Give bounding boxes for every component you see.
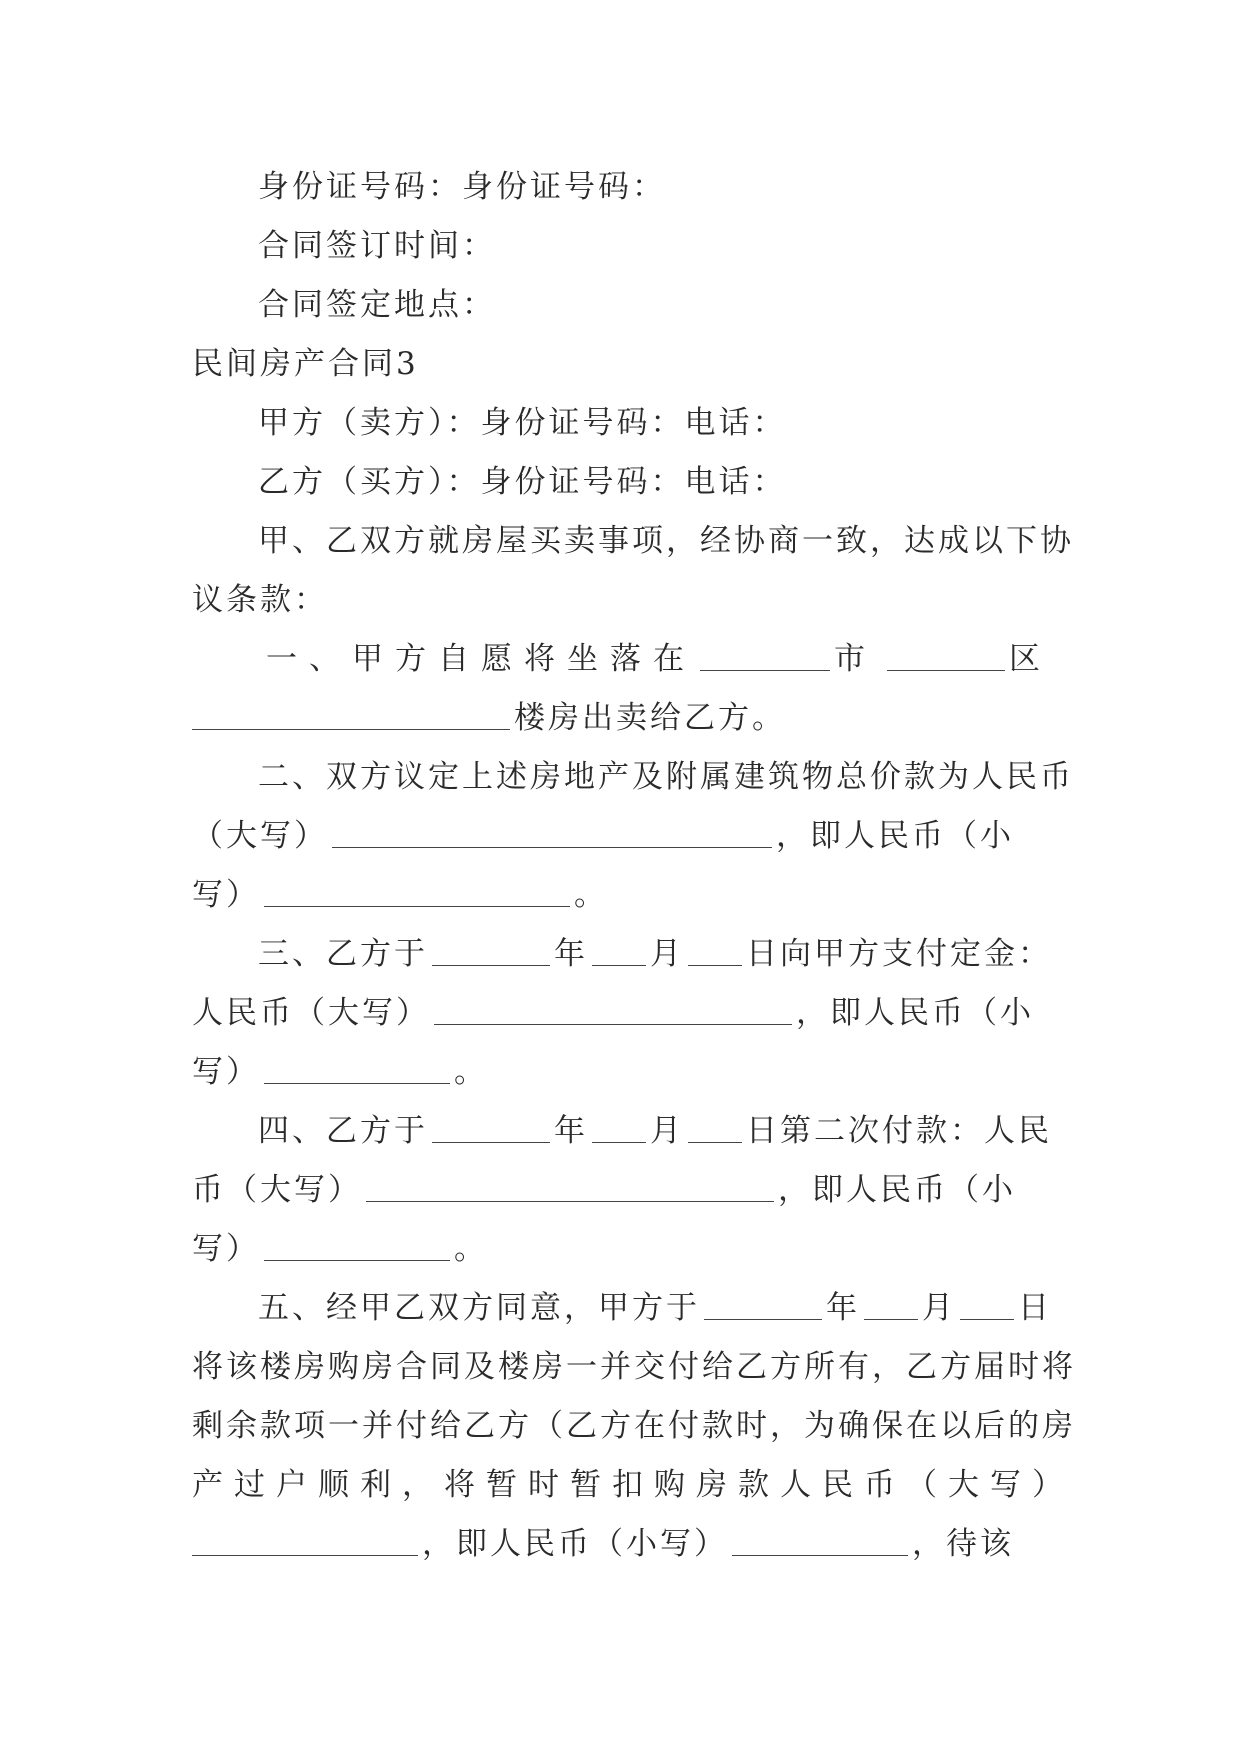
clause-2-text-e: 。: [574, 877, 608, 913]
clause-4-text-b: 年: [554, 1113, 588, 1149]
blank-total-uppercase: [332, 817, 772, 848]
blank-handover-year: [704, 1289, 822, 1320]
clause-4-text-d: 日第二次付款：人民: [746, 1113, 1052, 1149]
clause-3-text-f: ，即人民币（小: [796, 995, 1034, 1031]
clause-3-line-2: [192, 984, 1052, 1043]
blank-city: [700, 640, 830, 671]
clause-5-line-4: [192, 1456, 1074, 1515]
clause-4-text-g: 写）: [192, 1231, 260, 1267]
clause-3-text-h: 。: [454, 1054, 488, 1090]
blank-district: [887, 640, 1005, 671]
text-id-numbers: 身份证号码：身份证号码：: [258, 169, 666, 205]
line-sign-time: [192, 217, 1052, 276]
clause-2-line-2: [192, 807, 1052, 866]
clause-1-text-d: 楼房出卖给乙方。: [514, 700, 786, 736]
text-intro-2: 议条款：: [192, 582, 328, 618]
blank-deposit-month: [592, 935, 646, 966]
blank-second-payment-month: [592, 1112, 646, 1143]
clause-5-text-a: 五、经甲乙双方同意，甲方于: [258, 1290, 700, 1326]
clause-1-line-2: [192, 689, 1052, 748]
clause-1-text-c: 区: [1009, 641, 1052, 677]
clause-5-text-c: 月: [922, 1290, 956, 1326]
text-party-b: 乙方（买方）：身份证号码：电话：: [258, 464, 787, 500]
blank-handover-month: [864, 1289, 918, 1320]
blank-second-payment-lowercase: [264, 1230, 450, 1261]
clause-3-text-a: 三、乙方于: [258, 936, 428, 972]
clause-4-line-2: [192, 1161, 1052, 1220]
clause-2-line-1: [192, 748, 1074, 807]
blank-handover-day: [960, 1289, 1014, 1320]
clause-4-line-1: [192, 1102, 1052, 1161]
clause-2-text-d: 写）: [192, 877, 260, 913]
line-party-a: [192, 394, 1052, 453]
blank-total-lowercase: [264, 876, 570, 907]
clause-4-text-a: 四、乙方于: [258, 1113, 428, 1149]
clause-2-text-a: 二、双方议定上述房地产及附属建筑物总价款为人民币: [258, 759, 1074, 795]
blank-second-payment-year: [432, 1112, 550, 1143]
clause-3-text-d: 日向甲方支付定金：: [746, 936, 1052, 972]
clause-3-text-c: 月: [650, 936, 684, 972]
clause-3-line-3: [192, 1043, 1052, 1102]
clause-5-text-b: 年: [826, 1290, 860, 1326]
clause-2-line-3: [192, 866, 1052, 925]
line-party-b: [192, 453, 1052, 512]
clause-5-line-2: [192, 1338, 1076, 1397]
blank-address: [192, 699, 510, 730]
clause-5-text-f: 剩余款项一并付给乙方（乙方在付款时，为确保在以后的房: [192, 1408, 1076, 1444]
clause-4-text-h: 。: [454, 1231, 488, 1267]
clause-1-text-a: 一、甲方自愿将坐落在: [266, 641, 696, 677]
blank-deposit-day: [688, 935, 742, 966]
contract-title: [192, 335, 1052, 394]
line-intro-2: [192, 571, 1052, 630]
clause-3-text-g: 写）: [192, 1054, 260, 1090]
text-intro-1: 甲、乙双方就房屋买卖事项，经协商一致，达成以下协: [258, 523, 1074, 559]
clause-5-line-3: [192, 1397, 1076, 1456]
clause-4-text-f: ，即人民币（小: [778, 1172, 1016, 1208]
blank-deposit-lowercase: [264, 1053, 450, 1084]
clause-5-text-e: 将该楼房购房合同及楼房一并交付给乙方所有，乙方届时将: [192, 1349, 1076, 1385]
clause-5-text-h: ，即人民币（小写）: [422, 1526, 728, 1562]
blank-deposit-uppercase: [434, 994, 792, 1025]
clause-3-text-e: 人民币（大写）: [192, 995, 430, 1031]
blank-second-payment-uppercase: [366, 1171, 774, 1202]
clause-5-text-i: ，待该: [912, 1526, 1014, 1562]
clause-1-line-1: [192, 630, 1052, 689]
text-sign-time: 合同签订时间：: [258, 228, 496, 264]
clause-5-line-5: [192, 1515, 1052, 1574]
clause-2-text-c: ，即人民币（小: [776, 818, 1014, 854]
blank-withheld-uppercase: [192, 1525, 418, 1556]
contract-title-text: 民间房产合同3: [192, 346, 419, 382]
clause-5-text-g: 产过户顺利，将暂时暂扣购房款人民币（大写）: [192, 1467, 1074, 1503]
blank-withheld-lowercase: [732, 1525, 908, 1556]
clause-3-text-b: 年: [554, 936, 588, 972]
line-id-numbers: [192, 158, 1052, 217]
line-sign-place: [192, 276, 1052, 335]
clause-4-text-c: 月: [650, 1113, 684, 1149]
clause-1-text-b: 市: [834, 641, 877, 677]
blank-second-payment-day: [688, 1112, 742, 1143]
clause-2-text-b: （大写）: [192, 818, 328, 854]
clause-5-text-d: 日: [1018, 1290, 1052, 1326]
line-intro-1: [192, 512, 1074, 571]
blank-deposit-year: [432, 935, 550, 966]
document-body: [192, 158, 1076, 1574]
text-party-a: 甲方（卖方）：身份证号码：电话：: [258, 405, 787, 441]
clause-4-line-3: [192, 1220, 1052, 1279]
clause-5-line-1: [192, 1279, 1052, 1338]
text-sign-place: 合同签定地点：: [258, 287, 496, 323]
clause-3-line-1: [192, 925, 1052, 984]
clause-4-text-e: 币（大写）: [192, 1172, 362, 1208]
